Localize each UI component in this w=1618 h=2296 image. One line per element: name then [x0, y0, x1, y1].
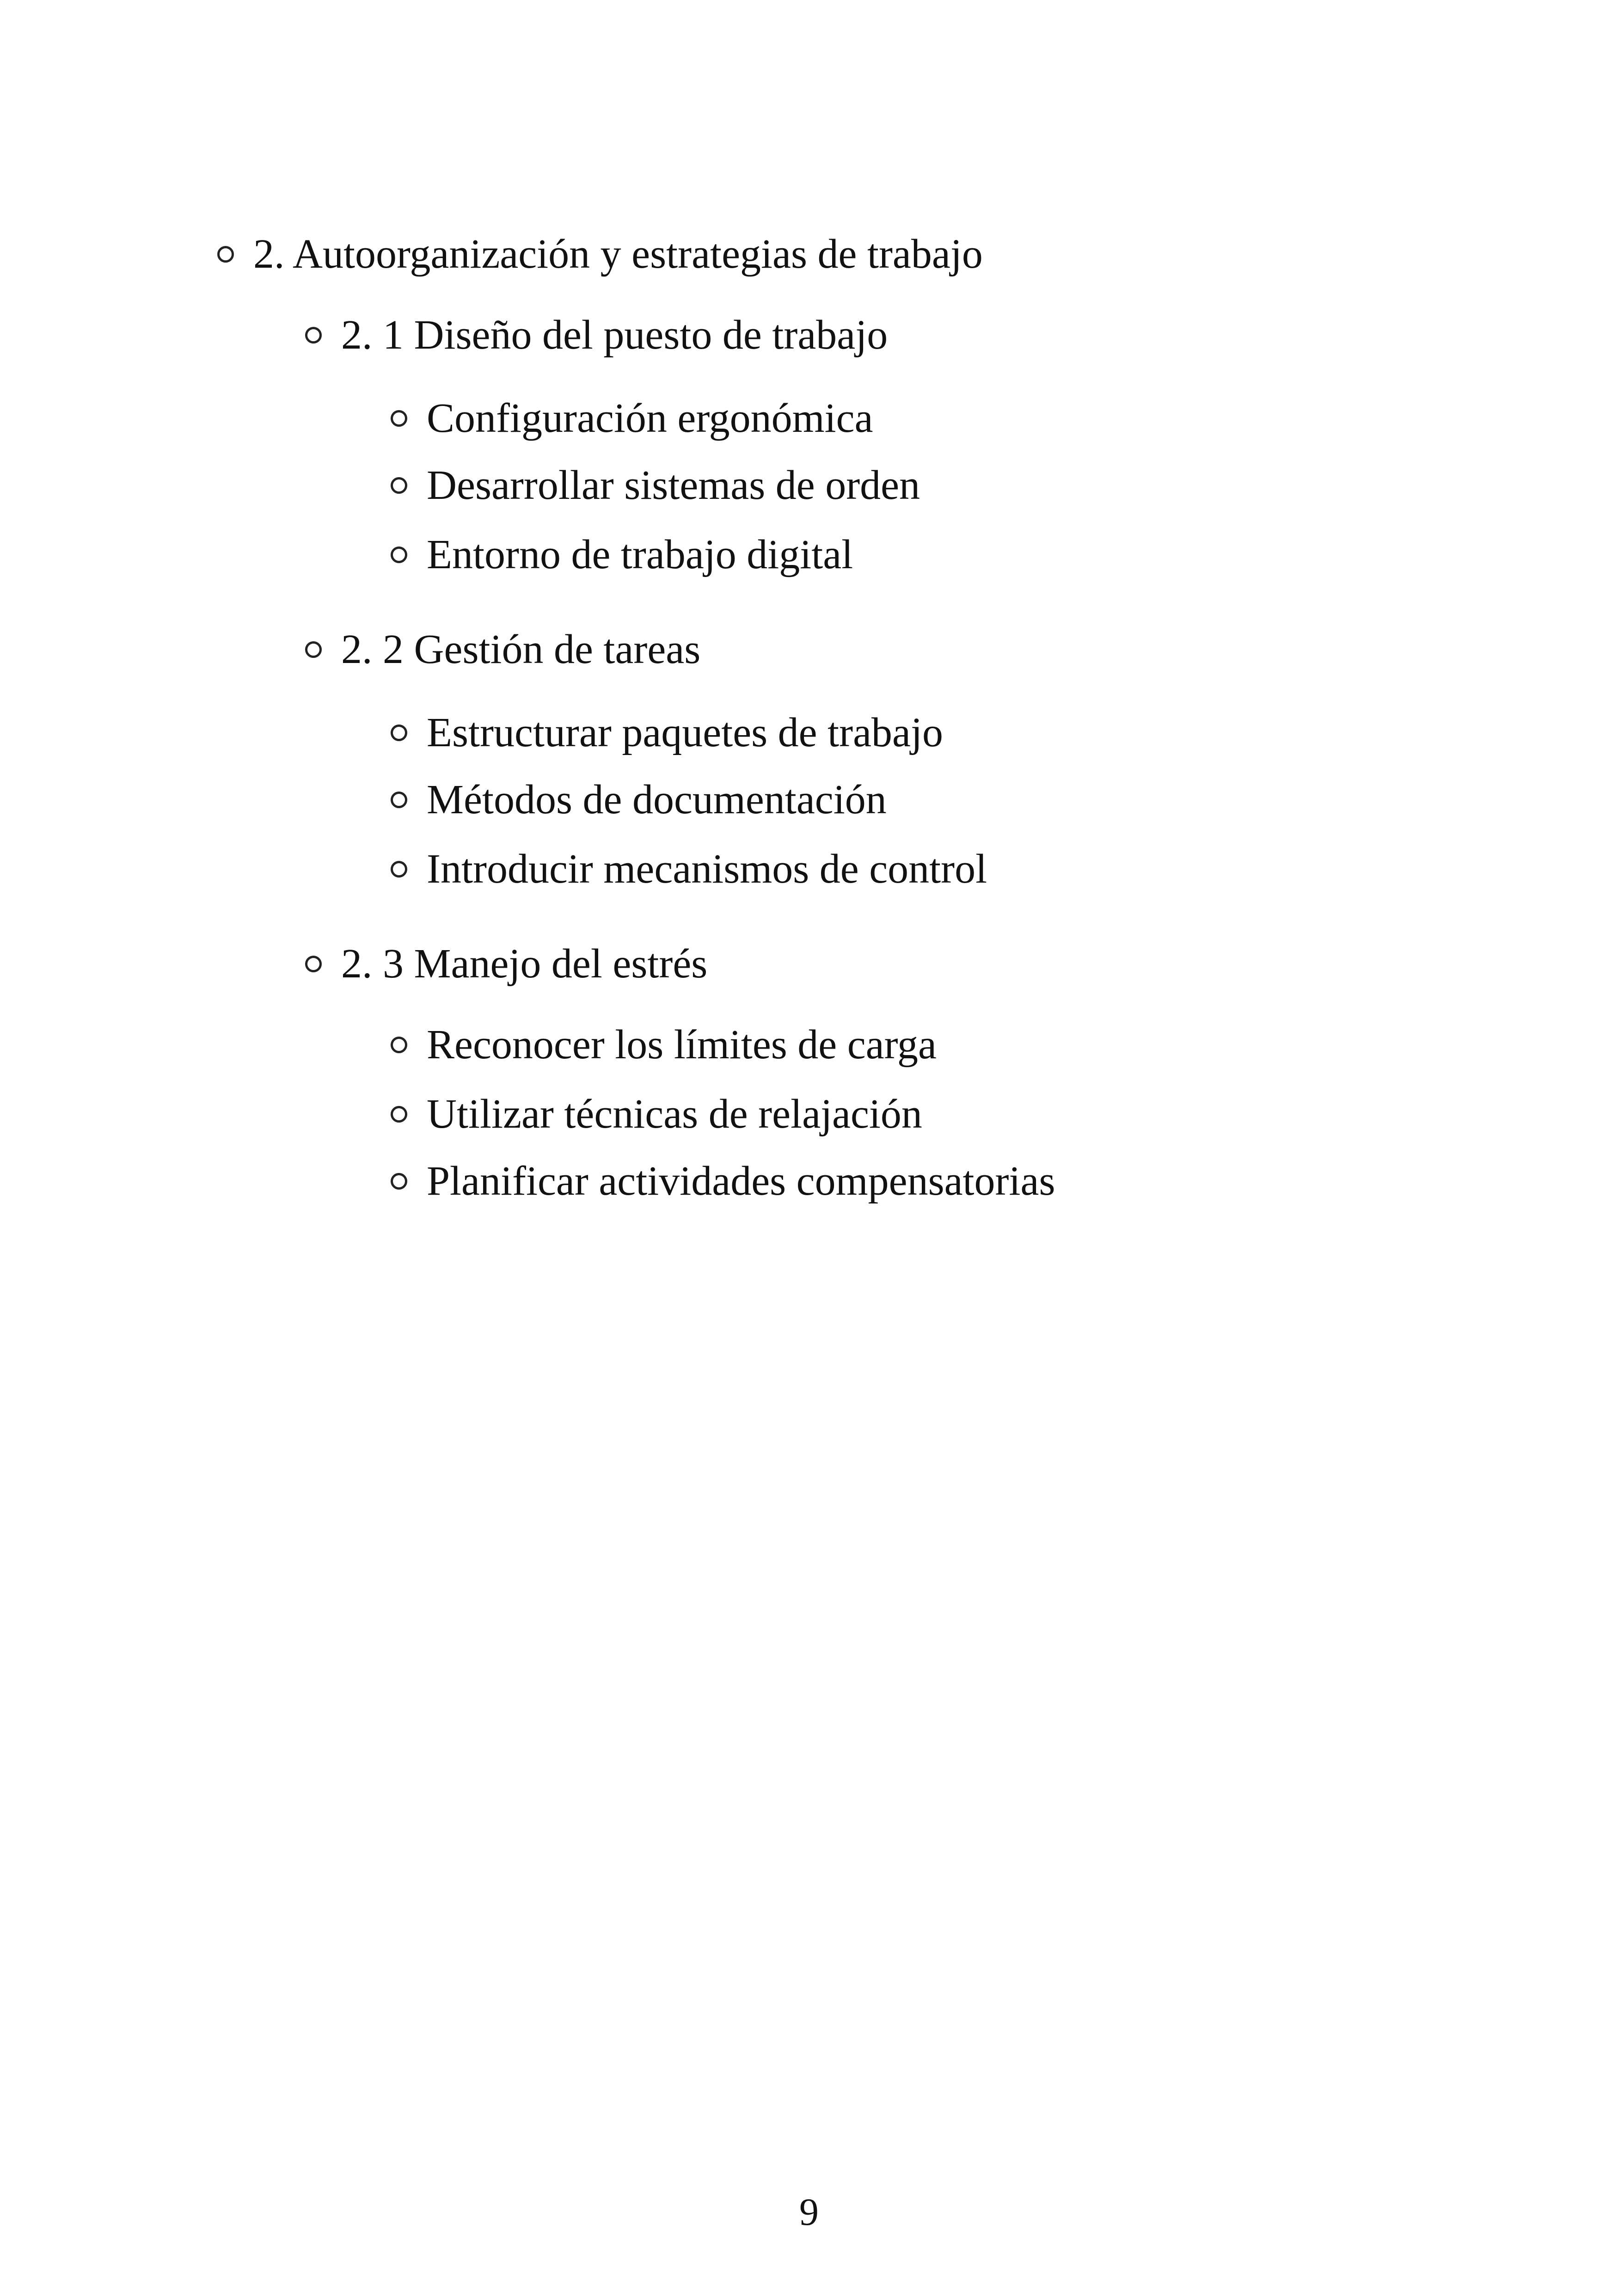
- list-item: [391, 1158, 1055, 1204]
- subsection-heading: 2. 1 Diseño del puesto de trabajo: [341, 312, 888, 358]
- list-item-text: Estructurar paquetes de trabajo: [427, 710, 944, 755]
- list-item-subsection: [305, 941, 707, 987]
- list-item-subsection: [305, 312, 888, 358]
- bullet-circle-icon: [305, 327, 322, 344]
- list-item-text: Entorno de trabajo digital: [427, 532, 853, 577]
- bullet-circle-icon: [391, 724, 407, 741]
- subsection-heading: 2. 2 Gestión de tareas: [341, 626, 701, 672]
- bullet-circle-icon: [391, 1037, 407, 1053]
- list-item: [391, 846, 987, 892]
- list-item: [391, 462, 920, 509]
- list-item-text: Utilizar técnicas de relajación: [427, 1091, 922, 1137]
- list-item-text: Planificar actividades compensatorias: [427, 1158, 1055, 1204]
- page-number: 9: [799, 2191, 819, 2234]
- list-item-text: Reconocer los límites de carga: [427, 1022, 937, 1068]
- list-item-text: Introducir mecanismos de control: [427, 846, 987, 892]
- list-item: [391, 777, 887, 823]
- list-item-text: Desarrollar sistemas de orden: [427, 462, 920, 508]
- list-item: [391, 1022, 937, 1068]
- subsection-heading: 2. 3 Manejo del estrés: [341, 941, 708, 987]
- bullet-circle-icon: [391, 861, 407, 878]
- list-item-section: [217, 231, 983, 277]
- list-item-text: Configuración ergonómica: [427, 395, 873, 441]
- section-heading: 2. Autoorganización y estrategias de trabajo: [253, 231, 983, 277]
- list-item: [391, 710, 943, 756]
- list-item-text: Métodos de documentación: [427, 777, 887, 823]
- bullet-circle-icon: [391, 792, 407, 808]
- list-item-subsection: [305, 626, 700, 673]
- list-item: [391, 395, 873, 442]
- bullet-circle-icon: [391, 1106, 407, 1123]
- list-item: [391, 532, 853, 578]
- bullet-circle-icon: [391, 410, 407, 427]
- bullet-circle-icon: [305, 641, 322, 658]
- bullet-circle-icon: [391, 1173, 407, 1190]
- bullet-circle-icon: [391, 477, 407, 494]
- bullet-circle-icon: [391, 546, 407, 563]
- bullet-circle-icon: [305, 956, 322, 972]
- list-item: [391, 1091, 922, 1137]
- bullet-circle-icon: [217, 246, 234, 263]
